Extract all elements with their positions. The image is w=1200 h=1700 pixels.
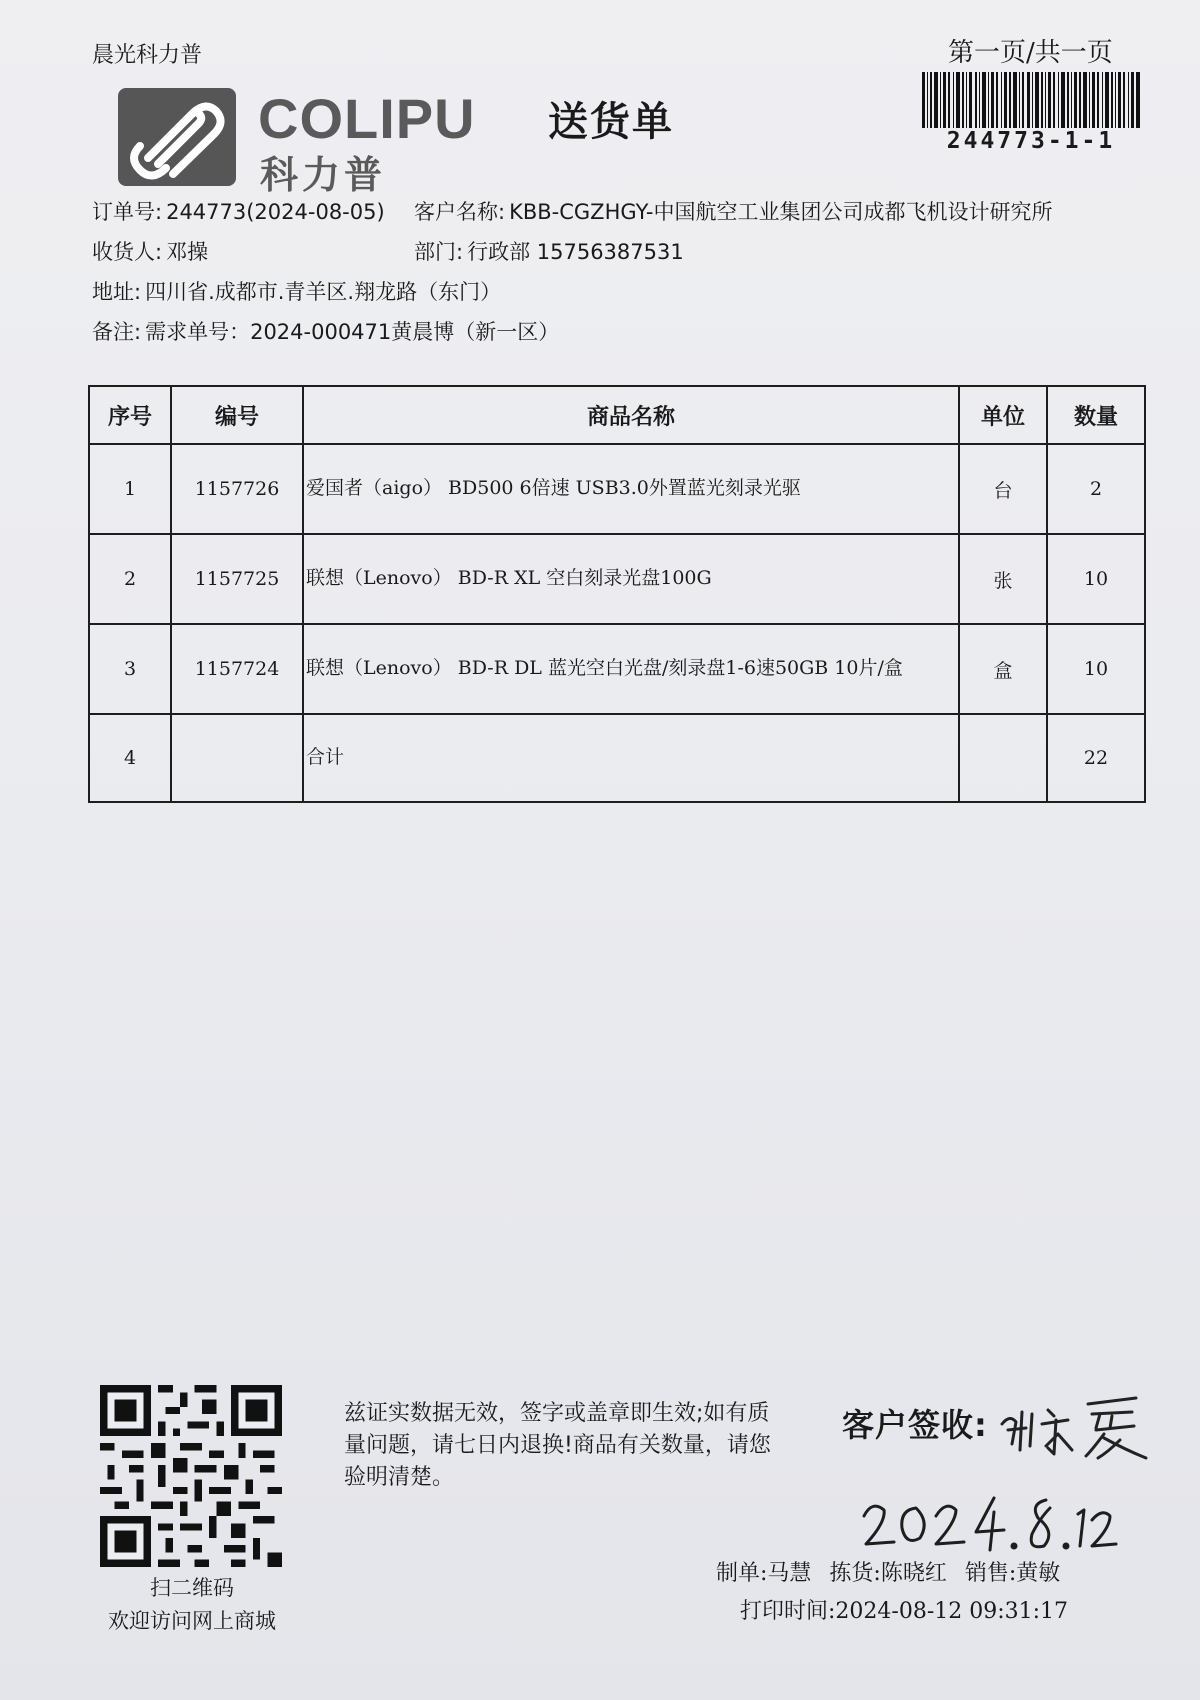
address-label: 地址: bbox=[92, 280, 142, 304]
notice-text: 兹证实数据无效，签字或盖章即生效;如有质量问题，请七日内退换!商品有关数量，请您验明清楚。 bbox=[344, 1401, 771, 1490]
qr-caption-line-2: 欢迎访问网上商城 bbox=[108, 1608, 276, 1633]
cell-unit: 台 bbox=[959, 444, 1047, 534]
cell-total-quantity: 22 bbox=[1047, 714, 1145, 802]
cell-unit: 张 bbox=[959, 534, 1047, 624]
remark-label: 备注: bbox=[92, 320, 142, 344]
cell-quantity: 10 bbox=[1047, 534, 1145, 624]
table-row bbox=[89, 534, 1145, 624]
header-unit: 单位 bbox=[959, 386, 1047, 444]
cell-product-name: 爱国者（aigo） BD500 6倍速 USB3.0外置蓝光刻录光驱 bbox=[303, 444, 959, 534]
cell-product-name: 联想（Lenovo） BD-R XL 空白刻录光盘100G bbox=[303, 534, 959, 624]
remark-field bbox=[92, 316, 559, 346]
cell-total-label: 合计 bbox=[303, 714, 959, 802]
department-label: 部门: bbox=[414, 240, 464, 264]
logo-wordmark: COLIPU bbox=[258, 87, 476, 150]
table-header-row bbox=[89, 386, 1145, 444]
cell-code: 1157725 bbox=[171, 534, 303, 624]
department-field bbox=[414, 236, 684, 266]
order-number-label: 订单号: bbox=[92, 200, 163, 224]
customer-name-label: 客户名称: bbox=[414, 200, 506, 224]
cell-seq: 3 bbox=[89, 624, 171, 714]
department-value: 行政部 15756387531 bbox=[467, 240, 684, 264]
header-product-name: 商品名称 bbox=[303, 386, 959, 444]
cell-seq: 2 bbox=[89, 534, 171, 624]
cell-seq: 1 bbox=[89, 444, 171, 534]
table-row bbox=[89, 444, 1145, 534]
document-title: 送货单 bbox=[548, 99, 674, 145]
barcode-number: 244773-1-1 bbox=[946, 128, 1116, 154]
address-value: 四川省.成都市.青羊区.翔龙路（东门） bbox=[145, 280, 502, 304]
customer-name-field bbox=[414, 196, 1053, 226]
logo-chinese: 科力普 bbox=[260, 153, 387, 197]
cell-product-name: 联想（Lenovo） BD-R DL 蓝光空白光盘/刻录盘1-6速50GB 10片/盒 bbox=[303, 624, 959, 714]
order-number-value: 244773(2024-08-05) bbox=[166, 200, 385, 224]
print-time: 打印时间:2024-08-12 09:31:17 bbox=[740, 1599, 1069, 1624]
cell-code bbox=[171, 714, 303, 802]
table-row bbox=[89, 624, 1145, 714]
colipu-logo bbox=[118, 87, 488, 197]
staff-line bbox=[716, 1556, 1060, 1587]
maker: 制单:马慧 bbox=[716, 1561, 812, 1586]
qr-caption-line-1: 扫二维码 bbox=[150, 1576, 234, 1600]
handwritten-date bbox=[860, 1488, 1120, 1558]
order-number-field bbox=[92, 196, 385, 226]
paperclip-logo-icon bbox=[118, 88, 236, 186]
barcode-image bbox=[922, 72, 1140, 128]
customer-name-value: KBB-CGZHGY-中国航空工业集团公司成都飞机设计研究所 bbox=[509, 200, 1053, 224]
qr-code-image bbox=[100, 1385, 282, 1567]
handwritten-signature bbox=[996, 1384, 1156, 1464]
cell-unit: 盒 bbox=[959, 624, 1047, 714]
cell-quantity: 10 bbox=[1047, 624, 1145, 714]
items-table bbox=[88, 385, 1146, 803]
customer-sign-label: 客户签收: bbox=[842, 1406, 988, 1444]
cell-quantity: 2 bbox=[1047, 444, 1145, 534]
company-name: 晨光科力普 bbox=[92, 43, 203, 68]
page-indicator: 第一页/共一页 bbox=[948, 38, 1113, 68]
sales: 销售:黄敏 bbox=[964, 1561, 1061, 1586]
table-total-row bbox=[89, 714, 1145, 802]
header-seq: 序号 bbox=[89, 386, 171, 444]
header-quantity: 数量 bbox=[1047, 386, 1145, 444]
receiver-label: 收货人: bbox=[92, 240, 163, 264]
picker: 拣货:陈晓红 bbox=[829, 1561, 947, 1586]
address-field bbox=[92, 276, 501, 306]
header-code: 编号 bbox=[171, 386, 303, 444]
receiver-field bbox=[92, 236, 208, 266]
cell-seq: 4 bbox=[89, 714, 171, 802]
remark-value: 需求单号：2024-000471黄晨博（新一区） bbox=[145, 320, 560, 344]
cell-code: 1157726 bbox=[171, 444, 303, 534]
receiver-value: 邓操 bbox=[166, 240, 209, 264]
cell-unit bbox=[959, 714, 1047, 802]
cell-code: 1157724 bbox=[171, 624, 303, 714]
qr-caption bbox=[72, 1572, 312, 1637]
